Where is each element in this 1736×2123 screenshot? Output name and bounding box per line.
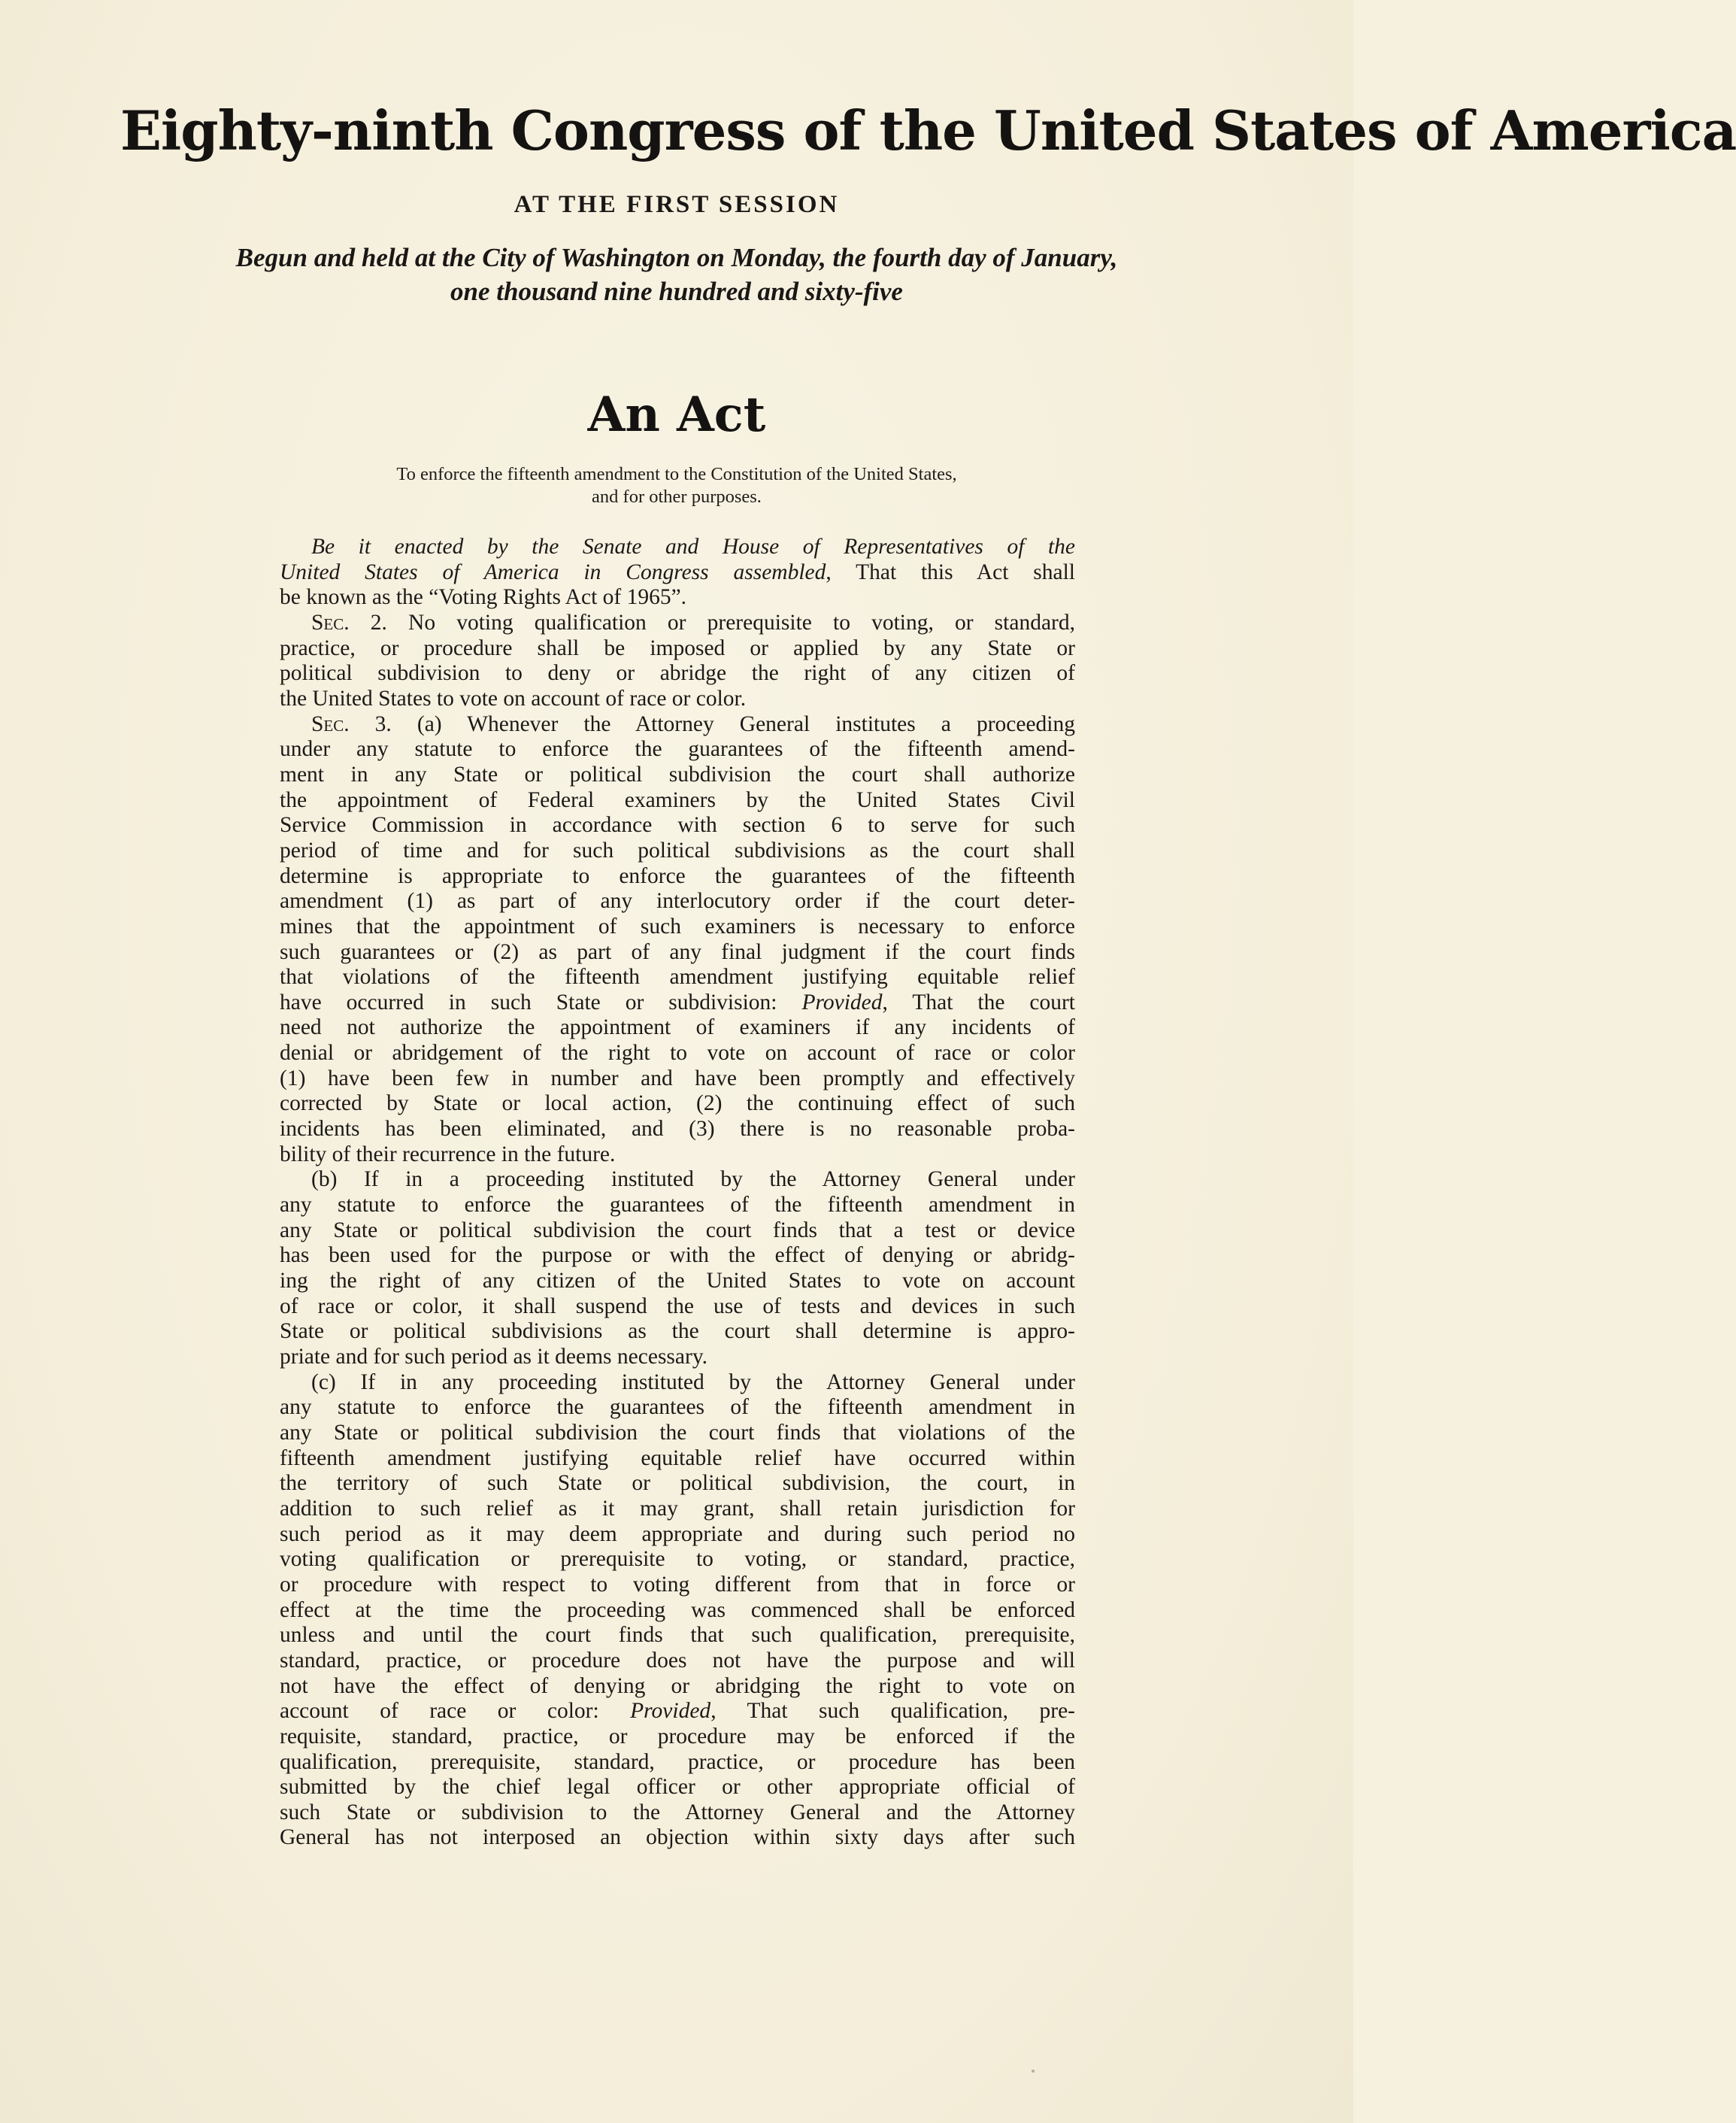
text-line: that violations of the fifteenth amendment justifying equitable relief [280, 965, 1075, 990]
enacting-clause: United States of America in Congress assembled [280, 560, 826, 584]
text-line: any statute to enforce the guarantees of the fifteenth amendment in [280, 1395, 1075, 1420]
session-date-statement [150, 241, 1203, 308]
text-line: account of race or color: Provided, That such qualification, pre- [280, 1699, 1075, 1724]
text-line: any State or political subdivision the court finds that violations of the [280, 1420, 1075, 1445]
congress-title: Eighty-ninth Congress of the United States of America [120, 99, 1736, 162]
text-line: any State or political subdivision the court finds that a test or device [280, 1218, 1075, 1242]
section-3-start: Sec. 3. (a) Whenever the Attorney General institutes a proceeding [311, 711, 1075, 736]
subsection-b-start: (b) If in a proceeding instituted by the Attorney General under [311, 1167, 1075, 1192]
text-line: qualification, prerequisite, standard, practice, or procedure has been [280, 1749, 1075, 1774]
text-line: be known as the “Voting Rights Act of 1965”. [280, 585, 687, 610]
text-line: Service Commission in accordance with section 6 to serve for such [280, 813, 1075, 838]
text-line: corrected by State or local action, (2) the continuing effect of such [280, 1091, 1075, 1116]
text-line: not have the effect of denying or abridging the right to vote on [280, 1673, 1075, 1698]
session-heading: AT THE FIRST SESSION [514, 191, 840, 218]
text-line: voting qualification or prerequisite to voting, or standard, practice, [280, 1547, 1075, 1572]
text-line: mines that the appointment of such examiners is necessary to enforce [280, 914, 1075, 939]
text-line: practice, or procedure shall be imposed or applied by any State or [280, 635, 1075, 660]
text-line: amendment (1) as part of any interlocutory order if the court deter- [280, 889, 1075, 914]
purpose-line-1: To enforce the fifteenth amendment to the Constitution of the United States, [396, 464, 957, 484]
text-line: need not authorize the appointment of examiners if any incidents of [280, 1015, 1075, 1040]
text-line: have occurred in such State or subdivision: Provided, That the court [280, 990, 1075, 1014]
text-line: requisite, standard, practice, or procedure may be enforced if the [280, 1724, 1075, 1748]
text-line: or procedure with respect to voting different from that in force or [280, 1572, 1075, 1597]
text-line: the territory of such State or political subdivision, the court, in [280, 1471, 1075, 1496]
text-line: political subdivision to deny or abridge the right of any citizen of [280, 661, 1075, 686]
text-line: such State or subdivision to the Attorney General and the Attorney [280, 1800, 1075, 1824]
text-line: such period as it may deem appropriate and during such period no [280, 1521, 1075, 1546]
text-line: determine is appropriate to enforce the guarantees of the fifteenth [280, 863, 1075, 888]
text-line: has been used for the purpose or with the effect of denying or abridg- [280, 1243, 1075, 1268]
text-line: under any statute to enforce the guarantees of the fifteenth amend- [280, 737, 1075, 762]
text-line: effect at the time the proceeding was commenced shall be enforced [280, 1597, 1075, 1622]
purpose-line-2: and for other purposes. [592, 487, 762, 507]
enacting-clause: Be it enacted by the Senate and House of Representatives of the [311, 535, 1075, 559]
text-line: incidents has been eliminated, and (3) there is no reasonable proba- [280, 1117, 1075, 1142]
section-label: Sec [311, 610, 344, 635]
text-line: submitted by the chief legal officer or other appropriate official of [280, 1775, 1075, 1800]
section-2-start: Sec. 2. No voting qualification or prerequisite to voting, or standard, [311, 610, 1075, 635]
section-label: Sec [311, 711, 344, 736]
text-line: standard, practice, or procedure does not have the purpose and will [280, 1648, 1075, 1673]
text-line: any statute to enforce the guarantees of the fifteenth amendment in [280, 1193, 1075, 1218]
text-line: bility of their recurrence in the future. [280, 1142, 616, 1166]
text-line: fifteenth amendment justifying equitable relief have occurred within [280, 1445, 1075, 1470]
text-line: such guarantees or (2) as part of any final judgment if the court finds [280, 939, 1075, 964]
text-line: the United States to vote on account of race or color. [280, 686, 747, 711]
act-body [280, 535, 1075, 1851]
act-purpose [256, 463, 1098, 508]
text-line: priate and for such period as it deems necessary. [280, 1345, 708, 1369]
paper-speck [1032, 2070, 1035, 2073]
text-line: of race or color, it shall suspend the use of tests and devices in such [280, 1294, 1075, 1318]
text-line: denial or abridgement of the right to vote on account of race or color [280, 1041, 1075, 1066]
act-heading: An Act [587, 387, 766, 443]
session-date-line-1: Begun and held at the City of Washington on Monday, the fourth day of January, [235, 243, 1118, 272]
text-line: period of time and for such political subdivisions as the court shall [280, 838, 1075, 863]
text-line: the appointment of Federal examiners by the United States Civil [280, 787, 1075, 812]
subsection-c-start: (c) If in any proceeding instituted by the Attorney General under [311, 1369, 1075, 1394]
text-line [280, 535, 1075, 560]
text-line: United States of America in Congress assembled, That this Act shall [280, 560, 1075, 584]
text-line: addition to such relief as it may grant, shall retain jurisdiction for [280, 1496, 1075, 1521]
proviso-word: Provided [801, 990, 883, 1014]
text-line: ing the right of any citizen of the United States to vote on account [280, 1269, 1075, 1294]
text-line: General has not interposed an objection within sixty days after such [280, 1825, 1075, 1850]
text-line: State or political subdivisions as the court shall determine is appro- [280, 1319, 1075, 1344]
text-line: unless and until the court finds that such qualification, prerequisite, [280, 1623, 1075, 1648]
session-date-line-2: one thousand nine hundred and sixty-five [450, 277, 903, 306]
text-line: ment in any State or political subdivision the court shall authorize [280, 762, 1075, 787]
proviso-word: Provided [630, 1699, 711, 1724]
text-line: (1) have been few in number and have been promptly and effectively [280, 1066, 1075, 1090]
